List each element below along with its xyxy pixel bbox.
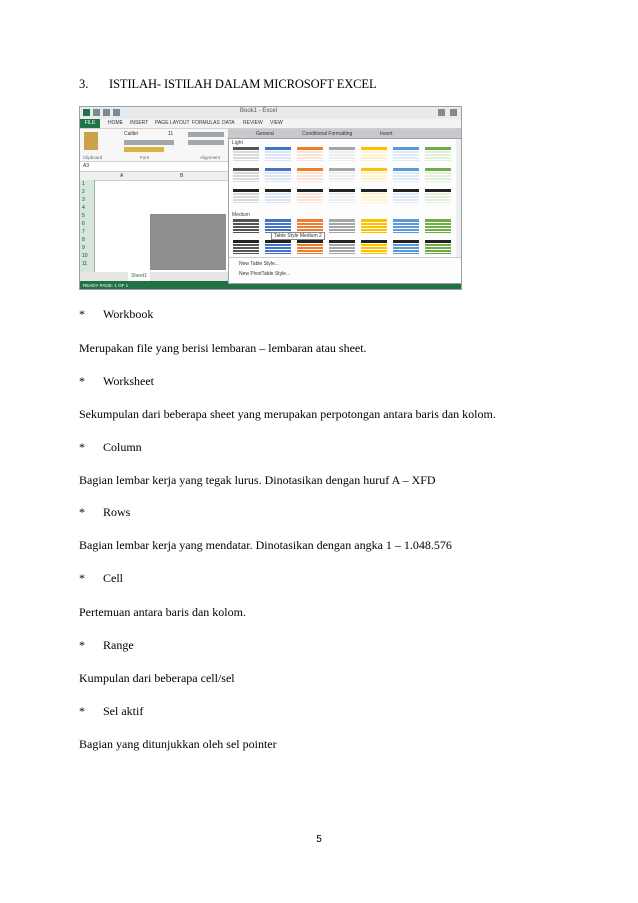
term-bullet: * [79, 638, 85, 652]
fill-color-icon [124, 147, 164, 152]
gallery-light-label: Light [232, 140, 243, 146]
term-bullet: * [79, 440, 85, 454]
selected-table-range [150, 214, 226, 270]
window-title: Book1 - Excel [240, 108, 278, 114]
table-style-swatch [265, 168, 291, 182]
row-number: 5 [82, 213, 85, 219]
table-style-swatch [361, 168, 387, 182]
table-style-swatch [393, 219, 419, 233]
table-style-swatch [361, 240, 387, 254]
save-icon [93, 109, 100, 116]
term-description: Pertemuan antara baris dan kolom. [79, 605, 246, 619]
table-style-swatch [297, 219, 323, 233]
gallery-medium-label: Medium [232, 212, 250, 218]
term-name: Workbook [103, 307, 154, 321]
table-style-swatch [425, 240, 451, 254]
tab-insert: INSERT [130, 120, 149, 126]
table-style-swatch [329, 240, 355, 254]
alignment-buttons-2 [188, 140, 224, 145]
row-number: 7 [82, 229, 85, 235]
gallery-scrollbar [456, 139, 461, 257]
formula-bar [80, 162, 228, 172]
table-style-swatch [233, 240, 259, 254]
section-number: 3. [79, 77, 89, 91]
table-style-swatch [393, 168, 419, 182]
table-style-swatch [233, 147, 259, 161]
insert-cells-button: Insert [380, 131, 393, 137]
table-style-swatch [265, 219, 291, 233]
row-number: 3 [82, 197, 85, 203]
table-style-swatch [361, 147, 387, 161]
table-style-swatch [329, 189, 355, 203]
table-style-swatch [425, 147, 451, 161]
name-box: A3 [83, 163, 90, 169]
alignment-buttons [188, 132, 224, 137]
table-style-swatch [265, 189, 291, 203]
term-description: Bagian lembar kerja yang mendatar. Dinotasikan dengan angka 1 – 1.048.576 [79, 538, 452, 552]
number-format-box: General [256, 131, 274, 137]
table-style-swatch [265, 240, 291, 254]
column-a-header: A [120, 173, 124, 179]
excel-screenshot [79, 106, 462, 290]
row-number: 11 [82, 261, 88, 267]
term-description: Merupakan file yang berisi lembaran – lembaran atau sheet. [79, 341, 367, 355]
row-number: 8 [82, 237, 85, 243]
term-bullet: * [79, 374, 85, 388]
font-size-box: 11 [168, 131, 174, 137]
row-headers [80, 180, 95, 272]
gallery-menu [229, 257, 461, 284]
table-style-swatch [393, 240, 419, 254]
tab-review: REVIEW [243, 120, 263, 126]
term-description: Sekumpulan dari beberapa sheet yang merupakan perpotongan antara baris dan kolom. [79, 407, 496, 421]
excel-logo-icon [83, 109, 90, 116]
table-style-gallery [228, 138, 462, 284]
group-alignment-label: Alignment [200, 155, 221, 160]
row-number: 2 [82, 189, 85, 195]
close-icon [450, 109, 457, 116]
row-number: 6 [82, 221, 85, 227]
term-bullet: * [79, 307, 85, 321]
table-style-swatch [265, 147, 291, 161]
tab-formulas: FORMULAS [192, 120, 220, 126]
table-style-swatch [297, 189, 323, 203]
term-name: Cell [103, 571, 123, 585]
term-name: Rows [103, 505, 131, 519]
term-description: Kumpulan dari beberapa cell/sel [79, 671, 235, 685]
new-pivot-style-item: New PivotTable Style... [239, 271, 291, 277]
section-heading [79, 77, 377, 92]
term-description: Bagian lembar kerja yang tegak lurus. Dinotasikan dengan huruf A – XFD [79, 473, 436, 487]
table-style-swatch [425, 219, 451, 233]
term-description: Bagian yang ditunjukkan oleh sel pointer [79, 737, 277, 751]
status-text: READY PAGE: 1 OF 1 [83, 283, 129, 288]
table-style-swatch [233, 219, 259, 233]
group-clipboard-label: Clipboard [83, 155, 103, 160]
paste-icon [84, 132, 98, 150]
term-name: Worksheet [103, 374, 155, 388]
term-name: Sel aktif [103, 704, 144, 718]
minimize-icon [438, 109, 445, 116]
term-name: Column [103, 440, 142, 454]
font-style-buttons [124, 140, 174, 145]
tab-page-layout: PAGE LAYOUT [155, 120, 190, 126]
table-style-swatch [233, 189, 259, 203]
table-style-swatch [297, 240, 323, 254]
tab-file: FILE [80, 119, 100, 128]
sheet-tab: Sheet1 [128, 272, 150, 281]
row-number: 1 [82, 181, 85, 187]
table-style-swatch [329, 168, 355, 182]
term-bullet: * [79, 704, 85, 718]
section-title: ISTILAH- ISTILAH DALAM MICROSOFT EXCEL [109, 77, 377, 91]
tab-data: DATA [222, 120, 235, 126]
ribbon-home [80, 129, 228, 162]
table-style-swatch [297, 168, 323, 182]
quick-access-toolbar [80, 107, 461, 119]
conditional-formatting-button: Conditional Formatting [302, 131, 353, 137]
tab-home: HOME [108, 120, 123, 126]
table-style-swatch [329, 147, 355, 161]
worksheet-grid [80, 172, 228, 272]
row-number: 4 [82, 205, 85, 211]
style-tooltip: Table Style Medium 2 [271, 232, 325, 240]
column-headers [80, 172, 228, 181]
new-table-style-item: New Table Style... [239, 261, 279, 267]
table-style-swatch [297, 147, 323, 161]
table-style-swatch [393, 189, 419, 203]
font-name-box: Calibri [124, 131, 139, 137]
row-number: 10 [82, 253, 88, 259]
table-style-swatch [361, 189, 387, 203]
ribbon-tabs [80, 119, 461, 129]
table-style-swatch [233, 168, 259, 182]
table-style-swatch [361, 219, 387, 233]
page-number: 5 [316, 834, 322, 845]
term-bullet: * [79, 505, 85, 519]
tab-view: VIEW [270, 120, 283, 126]
term-bullet: * [79, 571, 85, 585]
table-style-swatch [425, 168, 451, 182]
redo-icon [113, 109, 120, 116]
term-name: Range [103, 638, 134, 652]
row-number: 9 [82, 245, 85, 251]
group-font-label: Font [140, 155, 150, 160]
undo-icon [103, 109, 110, 116]
table-style-swatch [393, 147, 419, 161]
sheet-tabs-bar [80, 272, 228, 281]
table-style-swatch [425, 189, 451, 203]
column-b-header: B [180, 173, 184, 179]
table-style-swatch [329, 219, 355, 233]
